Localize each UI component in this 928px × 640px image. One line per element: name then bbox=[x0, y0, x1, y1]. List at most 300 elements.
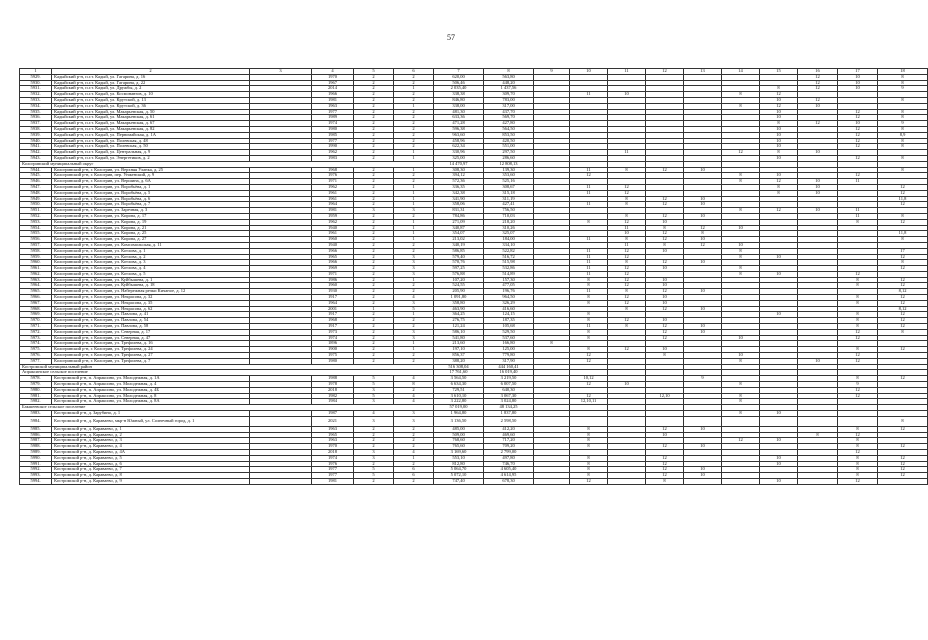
table-cell: 8 bbox=[722, 399, 760, 405]
table-cell: 3 610,10 bbox=[434, 393, 484, 399]
table-cell: 12 bbox=[646, 237, 684, 243]
table-cell: 3 bbox=[354, 450, 394, 456]
table-cell: 5 bbox=[354, 393, 394, 399]
table-cell: 12 bbox=[646, 289, 684, 295]
table-cell: 2 bbox=[354, 132, 394, 138]
table-cell: 10 bbox=[684, 213, 722, 219]
table-cell bbox=[570, 416, 608, 426]
table-cell: 12 bbox=[608, 254, 646, 260]
table-cell: 12 bbox=[798, 74, 838, 80]
table-cell: 2 bbox=[354, 242, 394, 248]
table-cell: 12 bbox=[608, 266, 646, 272]
row-number: 5943. bbox=[20, 155, 52, 161]
table-cell: 477,05 bbox=[484, 283, 534, 289]
table-cell: 2014 bbox=[312, 86, 354, 92]
table-cell: 8 bbox=[722, 254, 760, 260]
table-cell: 8 bbox=[722, 266, 760, 272]
table-cell: 10 bbox=[798, 103, 838, 109]
row-number: 5961. bbox=[20, 266, 52, 272]
table-cell: 5 bbox=[394, 306, 434, 312]
table-cell: 846,80 bbox=[434, 97, 484, 103]
row-number: 5940. bbox=[20, 138, 52, 144]
table-cell: 5 bbox=[354, 473, 394, 479]
row-number: 5950. bbox=[20, 202, 52, 208]
table-cell: 2 bbox=[354, 478, 394, 484]
table-cell: 964,50 bbox=[484, 295, 534, 301]
table-cell: 420,50 bbox=[484, 138, 534, 144]
table-cell: 10 bbox=[722, 225, 760, 231]
row-number: 5989. bbox=[20, 450, 52, 456]
table-cell: 1990 bbox=[312, 144, 354, 150]
table-cell: 12 bbox=[646, 306, 684, 312]
address-cell: Костромской р-н, д. Караваево, мкр-н Южный, ул. Солнечный город, д. 1 bbox=[52, 416, 250, 426]
table-cell: 105,68 bbox=[484, 324, 534, 330]
table-cell: 2 bbox=[354, 97, 394, 103]
table-cell: 9 bbox=[878, 121, 928, 127]
table-cell: 1981 bbox=[312, 208, 354, 214]
table-cell: 276,75 bbox=[434, 318, 484, 324]
table-cell: 10 bbox=[838, 80, 878, 86]
table-cell: 8,9 bbox=[878, 132, 928, 138]
address-cell: Кологривский р-н, г. Кологрив, ул. Кирова, д. 19 bbox=[52, 219, 250, 225]
table-cell: 12 bbox=[798, 80, 838, 86]
table-cell: 1965 bbox=[312, 254, 354, 260]
table-cell: 12 bbox=[838, 478, 878, 484]
table-cell: 8 bbox=[838, 312, 878, 318]
table-cell: 2 bbox=[354, 150, 394, 156]
table-cell: 8 bbox=[608, 167, 646, 173]
table-cell: 10 bbox=[684, 444, 722, 450]
row-number: 5956. bbox=[20, 237, 52, 243]
table-cell: 12 bbox=[838, 329, 878, 335]
table-cell: 325,00 bbox=[434, 155, 484, 161]
table-cell: 8 bbox=[608, 289, 646, 295]
table-cell: 2 bbox=[354, 438, 394, 444]
table-cell: 12 bbox=[608, 295, 646, 301]
table-cell: 1 bbox=[394, 167, 434, 173]
table-cell: 218,20 bbox=[484, 219, 534, 225]
table-cell: 5 072,10 bbox=[434, 473, 484, 479]
table-cell: 8 bbox=[878, 167, 928, 173]
table-cell: 4 614,95 bbox=[484, 473, 534, 479]
table-cell: 12 bbox=[646, 329, 684, 335]
table-cell: 765,60 bbox=[434, 444, 484, 450]
table-cell: 12 bbox=[722, 438, 760, 444]
table-cell: 10 bbox=[684, 473, 722, 479]
address-cell: Кологривский р-н, г. Кологрив, ул. Котлова, д. 5 bbox=[52, 271, 250, 277]
row-number: 5978. bbox=[20, 376, 52, 382]
table-cell: 317,90 bbox=[484, 358, 534, 364]
address-cell: Кологривский р-н, г. Кологрив, ул. Комсомольская, д. 11 bbox=[52, 242, 250, 248]
table-cell: 10 bbox=[798, 358, 838, 364]
table-cell: 124,15 bbox=[484, 312, 534, 318]
table-cell: 856,37 bbox=[434, 353, 484, 359]
table-cell: 10 bbox=[760, 155, 798, 161]
table-cell: 12 bbox=[878, 473, 928, 479]
table-cell: 12 bbox=[878, 347, 928, 353]
row-number: 5984. bbox=[20, 416, 52, 426]
table-cell: 678,30 bbox=[484, 478, 534, 484]
table-cell: 11 bbox=[838, 213, 878, 219]
row-number: 5932. bbox=[20, 92, 52, 98]
row-number: 5966. bbox=[20, 295, 52, 301]
column-number: 15 bbox=[760, 69, 798, 75]
table-cell: 8 bbox=[570, 432, 608, 438]
table-cell: 8 bbox=[570, 438, 608, 444]
table-cell bbox=[722, 416, 760, 426]
table-cell: 10 bbox=[838, 74, 878, 80]
table-cell: 2 bbox=[394, 115, 434, 121]
table-cell: 2 bbox=[354, 92, 394, 98]
table-cell: 10 bbox=[798, 190, 838, 196]
table-cell: 524,55 bbox=[434, 283, 484, 289]
table-cell: 1962 bbox=[312, 150, 354, 156]
table-cell: 1 bbox=[394, 190, 434, 196]
column-number: 5 bbox=[354, 69, 394, 75]
table-cell: 8 bbox=[798, 432, 838, 438]
row-number: 5931. bbox=[20, 86, 52, 92]
row-number: 5987. bbox=[20, 438, 52, 444]
table-cell: 8 bbox=[722, 179, 760, 185]
table-cell: 8 bbox=[570, 300, 608, 306]
table-cell: 8 bbox=[722, 382, 760, 388]
table-cell: 6 634,30 bbox=[434, 382, 484, 388]
address-cell: Кологривский р-н, г. Кологрив, ул. Кирова, д. 25 bbox=[52, 231, 250, 237]
row-number: 5965. bbox=[20, 289, 52, 295]
row-number: 5981. bbox=[20, 393, 52, 399]
table-cell: 497,80 bbox=[484, 455, 534, 461]
table-cell: 1978 bbox=[312, 382, 354, 388]
table-cell: 2 bbox=[394, 121, 434, 127]
table-cell: 8 bbox=[608, 202, 646, 208]
table-cell: 640,30 bbox=[484, 387, 534, 393]
table-cell: 10 bbox=[646, 318, 684, 324]
table-cell: 12 bbox=[878, 426, 928, 432]
address-cell: Костромской р-н, д. Караваево, д. 6 bbox=[52, 461, 250, 467]
table-cell: 10 bbox=[760, 461, 798, 467]
table-cell: 710,03 bbox=[484, 213, 534, 219]
table-cell: 121,24 bbox=[434, 324, 484, 330]
table-cell: 768,60 bbox=[434, 438, 484, 444]
table-cell: 4 bbox=[394, 393, 434, 399]
address-cell: Кологривский р-н, г. Кологрив, ул. Котлова, д. 2 bbox=[52, 254, 250, 260]
table-cell: 12,10,11 bbox=[570, 399, 608, 405]
table-cell: 166,80 bbox=[484, 341, 534, 347]
table-cell: 1 bbox=[394, 196, 434, 202]
row-number: 5972. bbox=[20, 329, 52, 335]
table-cell: 8 bbox=[878, 155, 928, 161]
table-cell: 4 bbox=[394, 295, 434, 301]
row-number: 5957. bbox=[20, 242, 52, 248]
table-cell: 570,76 bbox=[434, 260, 484, 266]
address-cell: Кологривский р-н, г. Кологрив, ул. Павлова, д. 54 bbox=[52, 318, 250, 324]
table-cell: 11 bbox=[570, 266, 608, 272]
address-cell: Кадыйский р-н, п.г.т. Кадый, ул. Гагарина, д. 16 bbox=[52, 74, 250, 80]
row-number: 5934. bbox=[20, 103, 52, 109]
table-cell: 12 bbox=[838, 450, 878, 456]
address-cell: Кадыйский р-н, п.г.т. Кадый, ул. Дружбы, д. 2 bbox=[52, 86, 250, 92]
table-cell: 427,41 bbox=[484, 202, 534, 208]
table-cell: 8 bbox=[722, 271, 760, 277]
table-cell: 12 bbox=[878, 461, 928, 467]
table-cell: 358,06 bbox=[434, 202, 484, 208]
table-cell: 1971 bbox=[312, 271, 354, 277]
table-cell: 3 219,50 bbox=[484, 376, 534, 382]
table-cell: 1984 bbox=[312, 399, 354, 405]
table-cell: 8 bbox=[878, 329, 928, 335]
table-cell: 1965 bbox=[312, 432, 354, 438]
table-cell: 2 bbox=[354, 115, 394, 121]
address-cell: Кадыйский р-н, п.г.т. Кадый, ул. Крутской, д. 36 bbox=[52, 103, 250, 109]
table-cell: 2 bbox=[394, 478, 434, 484]
table-cell: 2 bbox=[394, 289, 434, 295]
table-cell: 1981 bbox=[312, 97, 354, 103]
table-cell: 17 bbox=[878, 248, 928, 254]
table-cell: 8 bbox=[646, 353, 684, 359]
table-cell: 10 bbox=[722, 242, 760, 248]
address-cell: Кологривский р-н, г. Кологрив, ул. Некрасова, д. 32 bbox=[52, 295, 250, 301]
table-cell: 157,30 bbox=[484, 277, 534, 283]
table-cell: 12 bbox=[570, 478, 608, 484]
table-cell: 12 bbox=[878, 312, 928, 318]
table-cell: 427,80 bbox=[484, 121, 534, 127]
address-cell: Костромской р-н, п. Апраксино, ул. Молодежная, д. 8А bbox=[52, 399, 250, 405]
table-row bbox=[20, 416, 928, 426]
section-name: Кологривский муниципальный округ bbox=[20, 161, 434, 167]
table-cell: 2 bbox=[354, 86, 394, 92]
table-cell: 481,30 bbox=[434, 109, 484, 115]
column-number: 14 bbox=[722, 69, 760, 75]
table-cell: 8 bbox=[838, 318, 878, 324]
table-cell: 315,18 bbox=[484, 190, 534, 196]
row-number: 5969. bbox=[20, 312, 52, 318]
table-cell: 8 bbox=[570, 335, 608, 341]
table-cell: 8 bbox=[878, 260, 928, 266]
address-cell: Кологривский р-н, г. Кологрив, ул. Трефолева, д. 16 bbox=[52, 341, 250, 347]
table-cell: 2 bbox=[394, 173, 434, 179]
table-cell: 8 bbox=[722, 103, 760, 109]
address-cell: Кологривский р-н, г. Кологрив, ул. Некрасова, д. 35 bbox=[52, 300, 250, 306]
table-cell: 1917 bbox=[312, 324, 354, 330]
table-cell: 620,00 bbox=[434, 74, 484, 80]
table-cell: 10 bbox=[646, 219, 684, 225]
table-cell: 12 bbox=[798, 121, 838, 127]
table-cell: 2 bbox=[354, 300, 394, 306]
table-cell: 3 bbox=[394, 300, 434, 306]
table-cell: 1964 bbox=[312, 300, 354, 306]
table-cell bbox=[684, 478, 722, 484]
table-cell: 2 bbox=[354, 144, 394, 150]
table-cell: 1960 bbox=[312, 283, 354, 289]
table-cell: 309,70 bbox=[484, 92, 534, 98]
table-cell: 1988 bbox=[312, 376, 354, 382]
table-cell: 2 bbox=[354, 353, 394, 359]
table-cell: 2 bbox=[354, 184, 394, 190]
table-cell: 3 bbox=[394, 266, 434, 272]
table-cell: 12 bbox=[570, 382, 608, 388]
table-cell: 1989 bbox=[312, 115, 354, 121]
table-cell: 551,00 bbox=[484, 144, 534, 150]
table-cell: 8 bbox=[838, 300, 878, 306]
row-number: 5941. bbox=[20, 144, 52, 150]
table-cell: 196,76 bbox=[484, 289, 534, 295]
row-number: 5979. bbox=[20, 382, 52, 388]
section-area-total: 12 808,13 bbox=[484, 161, 534, 167]
row-number: 5968. bbox=[20, 306, 52, 312]
table-cell: 783,00 bbox=[484, 97, 534, 103]
column-number: 1 bbox=[20, 69, 52, 75]
table-cell: 8 bbox=[534, 341, 570, 347]
row-number: 5939. bbox=[20, 132, 52, 138]
address-cell: Костромской р-н, д. Караваево, д. 4 bbox=[52, 444, 250, 450]
section-area-total: 516 308,04 bbox=[434, 364, 484, 370]
table-cell: 2 bbox=[394, 324, 434, 330]
table-cell: 12 bbox=[878, 324, 928, 330]
table-cell: 1974 bbox=[312, 335, 354, 341]
column-number: 4 bbox=[312, 69, 354, 75]
table-cell: 8 bbox=[838, 473, 878, 479]
row-number: 5935. bbox=[20, 109, 52, 115]
table-cell: 9 bbox=[878, 86, 928, 92]
table-cell: 4 605,40 bbox=[484, 467, 534, 473]
table-cell: 10 bbox=[760, 455, 798, 461]
table-cell: 12 bbox=[608, 271, 646, 277]
table-cell: 308,30 bbox=[434, 167, 484, 173]
address-cell: Кадыйский р-н, п.г.т. Кадый, ул. Полевская, д. 48 bbox=[52, 138, 250, 144]
table-cell: 831,31 bbox=[434, 208, 484, 214]
address-cell: Кадыйский р-н, п.г.т. Кадый, ул. Крутской, д. 13 bbox=[52, 97, 250, 103]
section-name: Апраксинское сельское поселение bbox=[20, 370, 434, 376]
table-cell: 463,90 bbox=[434, 306, 484, 312]
table-cell: 8 bbox=[646, 242, 684, 248]
table-cell: 2 bbox=[394, 318, 434, 324]
table-cell: 8 bbox=[878, 115, 928, 121]
table-cell: 12 bbox=[646, 467, 684, 473]
table-cell: 756,50 bbox=[484, 208, 534, 214]
address-cell: Костромской р-н, д. Караваево, д. 9 bbox=[52, 478, 250, 484]
address-cell: Кологривский р-н, г. Кологрив, ул. Кирова, д. 17 bbox=[52, 213, 250, 219]
table-cell bbox=[838, 416, 878, 426]
table-cell: 1961 bbox=[312, 231, 354, 237]
table-cell: 2 bbox=[394, 138, 434, 144]
table-cell bbox=[608, 416, 646, 426]
address-cell: Кологривский р-н, г. Кологрив, ул. Куйбышева, д. 18 bbox=[52, 283, 250, 289]
table-cell: 12 bbox=[608, 277, 646, 283]
row-number: 5937. bbox=[20, 121, 52, 127]
table-cell bbox=[684, 416, 722, 426]
table-cell: 11 bbox=[570, 237, 608, 243]
table-cell: 2 598,50 bbox=[484, 416, 534, 426]
table-cell: 8 bbox=[722, 248, 760, 254]
table-cell: 2 bbox=[354, 283, 394, 289]
table-cell: 12 bbox=[570, 353, 608, 359]
table-cell: 12 bbox=[646, 231, 684, 237]
column-number: 9 bbox=[534, 69, 570, 75]
table-cell: 11 bbox=[570, 167, 608, 173]
table-cell: 1977 bbox=[312, 138, 354, 144]
table-cell: 8 bbox=[570, 329, 608, 335]
table-cell: 1970 bbox=[312, 444, 354, 450]
row-number: 5955. bbox=[20, 231, 52, 237]
table-cell: 8 bbox=[760, 190, 798, 196]
table-cell: 1969 bbox=[312, 266, 354, 272]
table-cell: 1966 bbox=[312, 260, 354, 266]
table-cell: 3 bbox=[354, 208, 394, 214]
row-number: 5964. bbox=[20, 283, 52, 289]
table-cell: 12 bbox=[838, 144, 878, 150]
table-cell: 12 bbox=[608, 219, 646, 225]
row-number: 5959. bbox=[20, 254, 52, 260]
table-cell: 506,46 bbox=[434, 80, 484, 86]
table-cell: 8 bbox=[570, 219, 608, 225]
page-number: 57 bbox=[447, 33, 455, 42]
table-cell: 10 bbox=[684, 202, 722, 208]
table-cell: 2 bbox=[354, 358, 394, 364]
table-cell: 596,38 bbox=[434, 126, 484, 132]
table-cell: 3 bbox=[394, 254, 434, 260]
table-cell: 10 bbox=[684, 329, 722, 335]
address-cell: Кадыйский р-н, п.г.т. Кадый, ул. Первомайская, д. 1А bbox=[52, 132, 250, 138]
table-cell: 271,09 bbox=[434, 219, 484, 225]
table-cell: 1968 bbox=[312, 167, 354, 173]
table-cell: 2021 bbox=[312, 416, 354, 426]
table-cell: 12 bbox=[878, 376, 928, 382]
table-cell: 3 136,50 bbox=[434, 416, 484, 426]
table-cell bbox=[798, 478, 838, 484]
table-cell: 8 bbox=[570, 473, 608, 479]
table-cell: 12 bbox=[722, 150, 760, 156]
table-cell: 12 bbox=[878, 266, 928, 272]
table-cell: 10 bbox=[684, 167, 722, 173]
address-cell: Кологривский р-н, г. Кологрив, ул. Котлова, д. 4 bbox=[52, 266, 250, 272]
address-cell: Кадыйский р-н, п.г.т. Кадый, ул. Энергетиков, д. 2 bbox=[52, 155, 250, 161]
table-cell: 10 bbox=[684, 196, 722, 202]
table-cell: 2 bbox=[354, 271, 394, 277]
table-cell: 412,20 bbox=[484, 426, 534, 432]
column-number: 16 bbox=[798, 69, 838, 75]
table-cell: 2 bbox=[354, 173, 394, 179]
table-cell: 10 bbox=[798, 150, 838, 156]
table-cell: 12 bbox=[878, 300, 928, 306]
table-cell: 8 bbox=[878, 80, 928, 86]
table-cell: 10 bbox=[798, 184, 838, 190]
table-cell: 1 bbox=[394, 184, 434, 190]
table-cell: 784,86 bbox=[434, 213, 484, 219]
table-cell: 12 bbox=[838, 109, 878, 115]
table-cell: 358,80 bbox=[434, 300, 484, 306]
table-cell: 516,72 bbox=[484, 254, 534, 260]
table-cell: 184,00 bbox=[484, 237, 534, 243]
table-cell: 8 bbox=[646, 225, 684, 231]
table-cell: 2 bbox=[394, 358, 434, 364]
table-cell: 354,07 bbox=[434, 231, 484, 237]
table-cell: 2 bbox=[394, 461, 434, 467]
table-cell: 572,36 bbox=[434, 179, 484, 185]
table-cell: 3 bbox=[394, 329, 434, 335]
table-cell bbox=[722, 478, 760, 484]
row-number: 5980. bbox=[20, 387, 52, 393]
table-cell: 10 bbox=[760, 271, 798, 277]
table-cell: 12 bbox=[878, 254, 928, 260]
table-cell: 11 bbox=[570, 190, 608, 196]
table-cell: 8 bbox=[722, 92, 760, 98]
table-cell: 709,20 bbox=[484, 444, 534, 450]
table-cell: 12 bbox=[878, 444, 928, 450]
table-cell: 8 bbox=[878, 144, 928, 150]
table-cell: 812,80 bbox=[434, 461, 484, 467]
table-cell: 1963 bbox=[312, 103, 354, 109]
table-cell: 8 bbox=[722, 358, 760, 364]
